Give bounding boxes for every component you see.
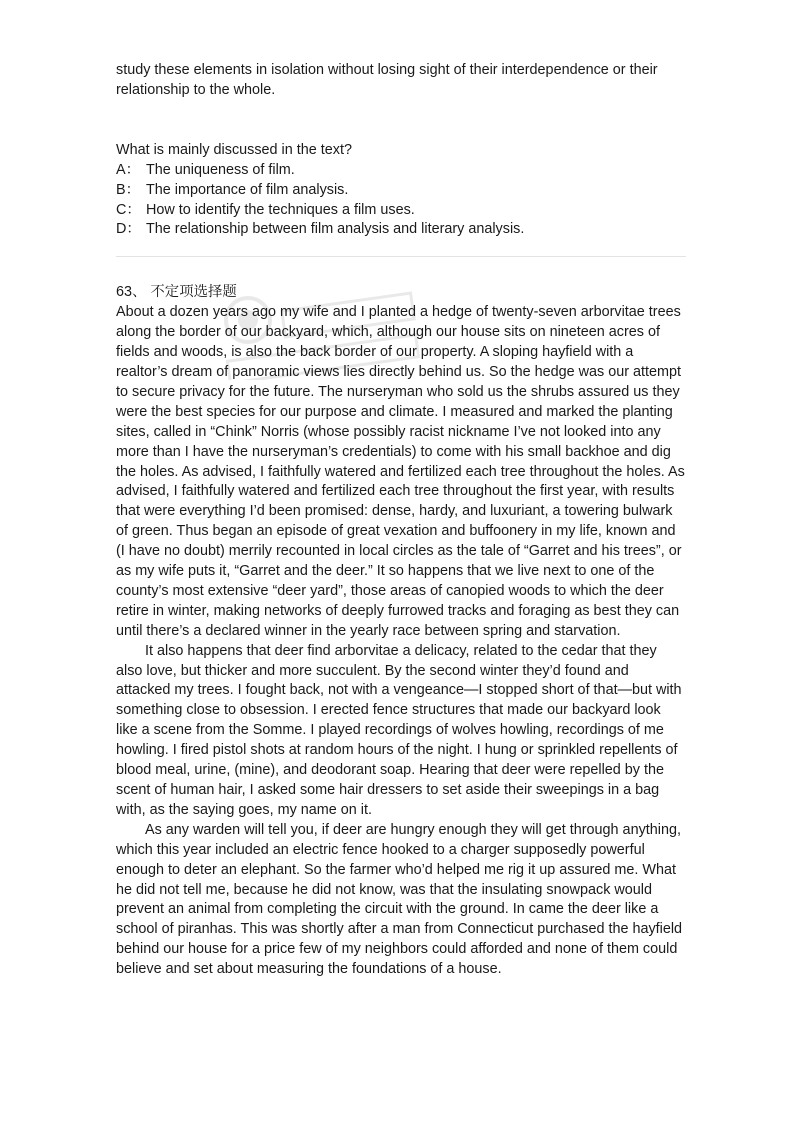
- option-text: The uniqueness of film.: [146, 161, 295, 178]
- option-b: [116, 181, 686, 201]
- option-key: C：: [116, 201, 141, 218]
- option-text: The importance of film analysis.: [146, 181, 349, 198]
- question-header: [116, 283, 686, 303]
- option-text: The relationship between film analysis and literary analysis.: [146, 221, 525, 238]
- option-c: [116, 201, 686, 221]
- answer-options: [116, 161, 686, 241]
- previous-passage-tail: study these elements in isolation without losing sight of their interdependence or their relationship to the whole.: [116, 62, 658, 98]
- question-text: What is mainly discussed in the text?: [116, 141, 352, 158]
- passage-paragraph-2: It also happens that deer find arborvitae a delicacy, related to the cedar that they also love, but thicker and more succulent. By the second winter they’d found and attacked my trees. I fought back, not with a vengeance—I stopped short of that—but with something close to obsession. I erected fence structures that made our backyard look like a scene from the Somme. I played recordings of wolves howling, recordings of me howling. I fired pistol shots at random hours of the night. I hung or sprinkled repellents of blood meal, urine, (mine), and deodorant soap. Hearing that deer were repelled by the scent of human hair, I asked some hair dressers to set aside their sweepings in a bag with, as the saying goes, my name on it.: [116, 642, 682, 818]
- question-type: 不定项选择题: [150, 284, 237, 301]
- document-page: [116, 61, 686, 980]
- passage-paragraph-3: As any warden will tell you, if deer are hungry enough they will get through anything, which this year included an electric fence hooked to a charger supposedly powerful enough to deter an elephant. So the farmer who’d helped me rig it up assured me. What he did not tell me, because he did not know, was that the insulating snowpack would prevent an animal from completing the circuit with the ground. In came the deer like a school of piranhas. This was shortly after a man from Connecticut purchased the hayfield behind our house for a price few of my neighbors could afforded and none of them could believe and set about measuring the foundations of a house.: [116, 821, 683, 978]
- option-key: A：: [116, 161, 140, 178]
- passage-paragraph-1: About a dozen years ago my wife and I planted a hedge of twenty-seven arborvitae trees along the border of our backyard, which, although our house sits on nineteen acres of fields and woods, is also the back border of our property. A sloping hayfield with a realtor’s dream of panoramic views lies directly behind us. So the hedge was our attempt to secure privacy for the future. The nurseryman who sold us the shrubs assured us they were the best species for our purpose and climate. I measured and marked the planting sites, called in “Chink” Norris (whose possibly racist nickname I’ve not looked into any more than I have the nurseryman’s credentials) to come with his small backhoe and dig the holes. As advised, I faithfully watered and fertilized each tree throughout the holes. As advised, I faithfully watered and fertilized each tree throughout the first year, with results that were everything I’d been promised: dense, hardy, and luxuriant, a towering bulwark of green. Thus began an episode of great vexation and buffoonery in my life, known and (I have no doubt) merrily recounted in local circles as the tale of “Garret and his trees”, or as my wife puts it, “Garret and the deer.” It so happens that we live next to one of the county’s most extensive “deer yard”, those areas of canopied woods to which the deer retire in winter, making networks of deeply furrowed tracks and foraging as best they can until there’s a declared winner in the yearly race between spring and starvation.: [116, 304, 685, 639]
- section-divider: [116, 256, 686, 257]
- option-d: [116, 220, 686, 240]
- option-text: How to identify the techniques a film uses.: [146, 201, 415, 218]
- option-key: D：: [116, 221, 141, 238]
- question-number: 63、: [116, 284, 147, 301]
- option-a: [116, 161, 686, 181]
- option-key: B：: [116, 181, 140, 198]
